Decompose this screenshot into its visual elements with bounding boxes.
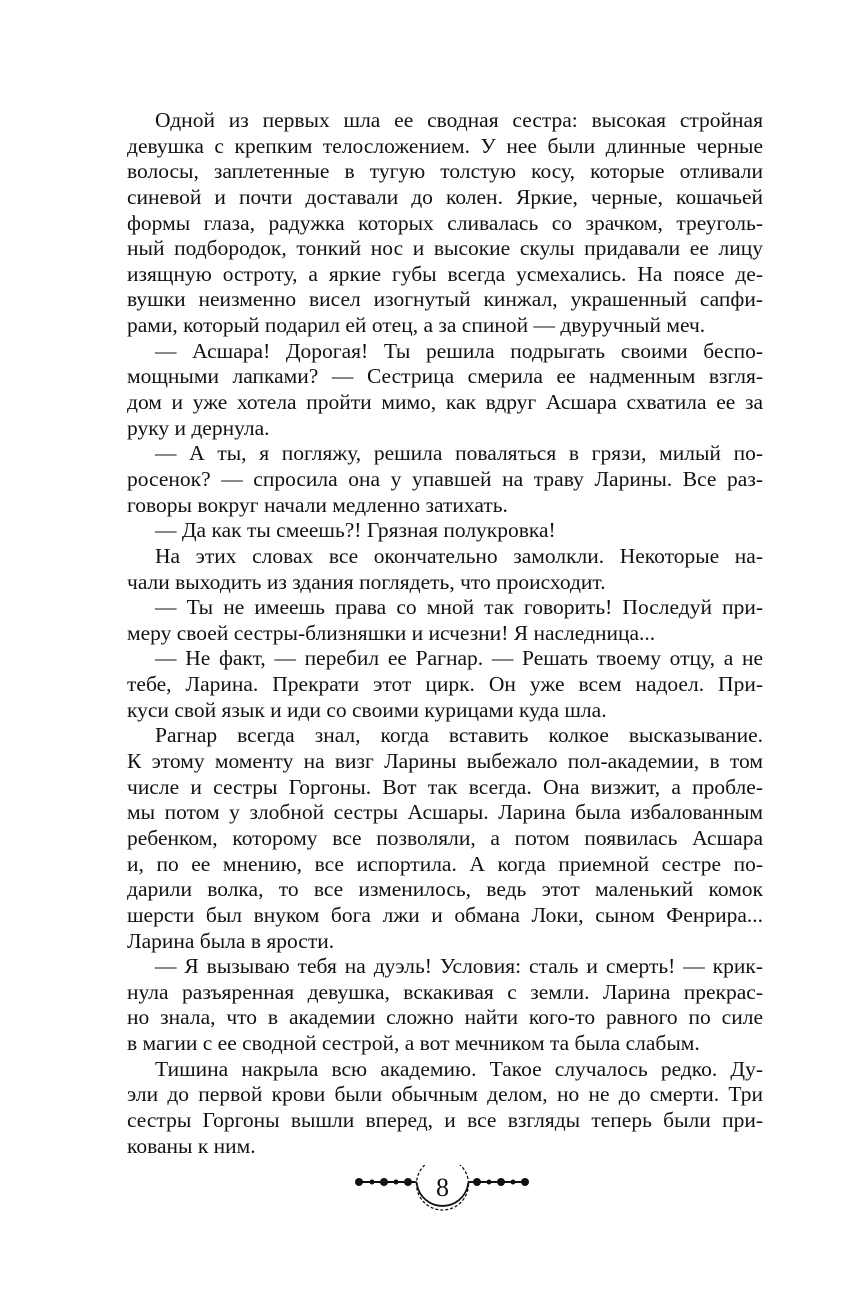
text-line: чали выходить из здания поглядеть, что происходит.: [127, 569, 606, 594]
text-line: шерсти был внуком бога лжи и обмана Локи, сыном Фенрира...: [127, 902, 763, 927]
text-line: — Да как ты смеешь?! Грязная полукровка!: [155, 518, 556, 543]
text-line: — Не факт, — перебил ее Рагнар. — Решать твоему отцу, а не: [155, 646, 763, 671]
text-line: вушки неизменно висел изогнутый кинжал, украшенный сапфи-: [127, 287, 763, 312]
text-line: в магии с ее сводной сестрой, а вот мечником та была слабым.: [127, 1031, 700, 1056]
page-number: 8: [436, 1173, 449, 1202]
text-line: ребенком, которому все позволяли, а потом появилась Асшара: [127, 825, 763, 850]
text-line: формы глаза, радужка которых сливалась со зрачком, треуголь-: [127, 210, 763, 235]
text-line: тебе, Ларина. Прекрати этот цирк. Он уже всем надоел. При-: [127, 672, 763, 697]
text-line: рами, который подарил ей отец, а за спиной — двуручный меч.: [127, 313, 706, 338]
text-line: мощными лапками? — Сестрица смерила ее надменным взгля-: [127, 364, 763, 389]
text-line: мы потом у злобной сестры Асшары. Ларина была избалованным: [127, 800, 763, 825]
text-line: девушка с крепким телосложением. У нее были длинные черные: [127, 133, 763, 158]
page-number-ornament: [355, 1165, 530, 1225]
text-line: Ларина была в ярости.: [127, 928, 335, 953]
text-line: — Асшара! Дорогая! Ты решила подрыгать своими беспо-: [155, 338, 763, 363]
text-line: куси свой язык и иди со своими курицами куда шла.: [127, 697, 607, 722]
text-line: — А ты, я погляжу, решила поваляться в грязи, милый по-: [155, 441, 763, 466]
text-line: нула разъяренная девушка, вскакивая с земли. Ларина прекрас-: [127, 979, 763, 1004]
text-line: меру своей сестры-близняшки и исчезни! Я наследница...: [127, 620, 656, 645]
text-line: — Ты не имеешь права со мной так говорить! Последуй при-: [155, 595, 763, 620]
text-line: Тишина накрыла всю академию. Такое случалось редко. Ду-: [155, 1056, 763, 1081]
body-text: [127, 108, 763, 1159]
text-line: изящную остроту, а яркие губы всегда усмехались. На поясе де-: [127, 261, 763, 286]
text-line: волосы, заплетенные в тугую толстую косу, которые отливали: [127, 159, 763, 184]
text-line: дарили волка, то все изменилось, ведь этот маленький комок: [127, 877, 763, 902]
text-line: росенок? — спросила она у упавшей на траву Ларины. Все раз-: [127, 466, 763, 491]
text-line: руку и дернула.: [127, 415, 270, 440]
text-line: кованы к ним.: [127, 1133, 256, 1158]
text-line: числе и сестры Горгоны. Вот так всегда. Она визжит, а пробле-: [127, 774, 763, 799]
text-line: сестры Горгоны вышли вперед, и все взгляды теперь были при-: [127, 1107, 763, 1132]
text-line: — Я вызываю тебя на дуэль! Условия: сталь и смерть! — крик-: [155, 954, 763, 979]
text-line: ный подбородок, тонкий нос и высокие скулы придавали ее лицу: [127, 236, 763, 261]
text-line: На этих словах все окончательно замолкли. Некоторые на-: [155, 543, 763, 568]
text-line: К этому моменту на визг Ларины выбежало пол-академии, в том: [127, 749, 763, 774]
text-line: дом и уже хотела пройти мимо, как вдруг Асшара схватила ее за: [127, 390, 763, 415]
text-line: но знала, что в академии сложно найти кого-то равного по силе: [127, 1005, 763, 1030]
text-line: Рагнар всегда знал, когда вставить колкое высказывание.: [155, 723, 763, 748]
text-line: Одной из первых шла ее сводная сестра: высокая стройная: [155, 108, 763, 132]
text-line: синевой и почти доставали до колен. Яркие, черные, кошачьей: [127, 184, 763, 209]
text-line: и, по ее мнению, все испортила. А когда приемной сестре по-: [127, 851, 763, 876]
text-line: говоры вокруг начали медленно затихать.: [127, 492, 508, 517]
text-line: эли до первой крови были обычным делом, но не до смерти. Три: [127, 1082, 763, 1107]
